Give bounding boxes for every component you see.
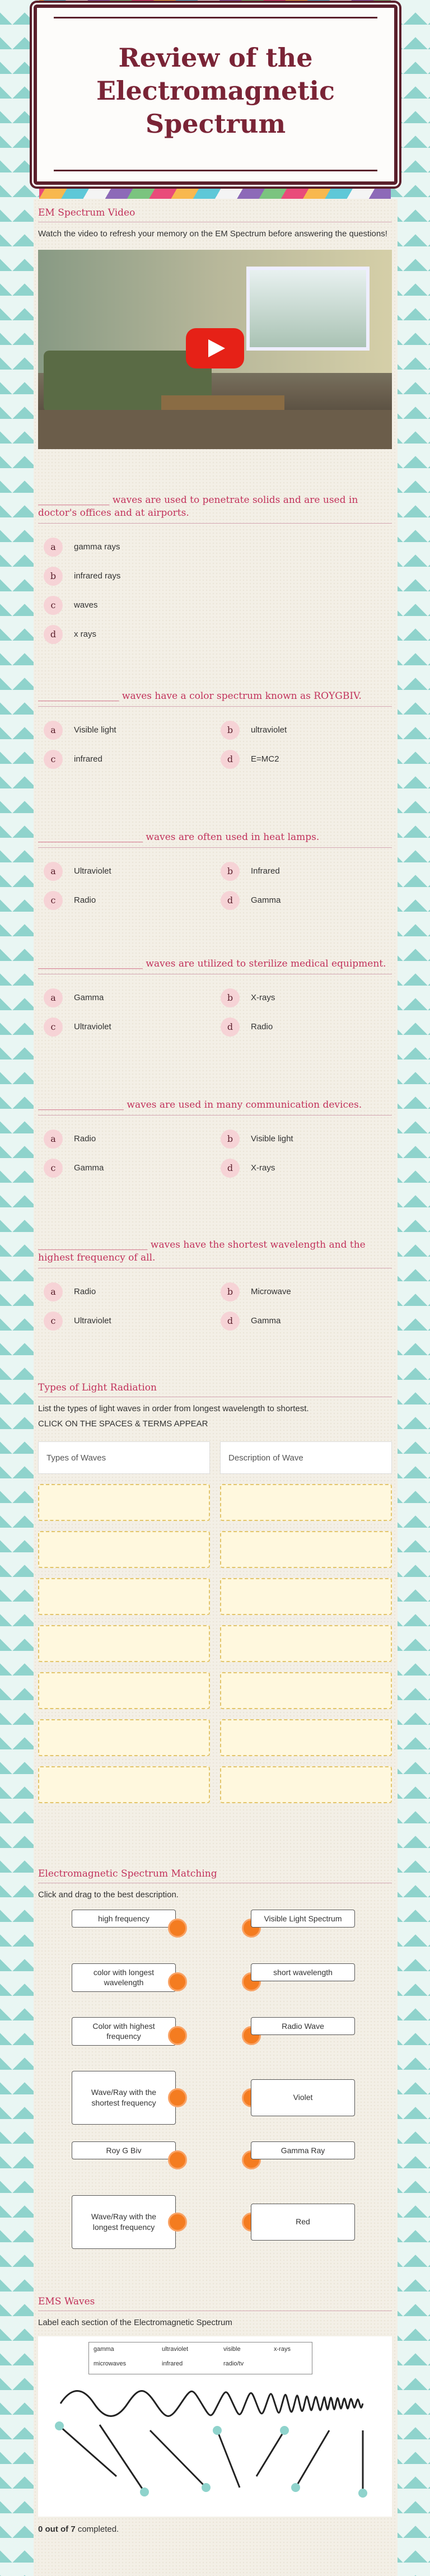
question-prompt: _________________ waves have a color spectrum known as ROYGBIV.: [38, 690, 392, 707]
option-a[interactable]: [38, 1277, 215, 1306]
word-bank-term[interactable]: gamma: [94, 2345, 114, 2353]
question-3: [38, 831, 392, 915]
option-letter: c: [44, 1018, 63, 1037]
description-column: [220, 1441, 392, 1803]
match-row: [38, 1963, 392, 2000]
question-6: [38, 1239, 392, 1336]
completion-count: 0 out of 7: [38, 2524, 76, 2534]
option-text: Infrared: [251, 866, 280, 876]
option-a[interactable]: [38, 857, 215, 886]
wave-drawing: [38, 2336, 392, 2517]
option-a[interactable]: [38, 1124, 215, 1154]
option-text: Visible light: [74, 725, 116, 735]
question-prompt: _______________________ waves have the shortest wavelength and the highest frequency of all.: [38, 1239, 392, 1268]
ems-waves-section: [38, 2296, 392, 2534]
option-letter: c: [44, 596, 63, 615]
option-letter: c: [44, 750, 63, 769]
option-a[interactable]: [38, 716, 215, 745]
match-term[interactable]: color with longest wavelength: [72, 1963, 176, 1992]
option-d[interactable]: [215, 886, 392, 915]
question-2: [38, 690, 392, 774]
option-b[interactable]: [215, 983, 392, 1012]
question-options: [38, 983, 392, 1042]
video-description: Watch the video to refresh your memory on the EM Spectrum before answering the questions!: [38, 229, 387, 239]
option-letter: d: [221, 750, 240, 769]
option-text: Ultraviolet: [74, 866, 111, 876]
option-letter: a: [44, 1282, 63, 1301]
option-text: gamma rays: [74, 542, 120, 552]
match-term[interactable]: Wave/Ray with the shortest frequency: [72, 2071, 176, 2125]
matching-section: [38, 1868, 392, 2266]
option-a[interactable]: [38, 983, 215, 1012]
option-text: Ultraviolet: [74, 1022, 111, 1032]
option-text: X-rays: [251, 993, 275, 1003]
option-b[interactable]: [38, 562, 392, 591]
option-text: Radio: [74, 895, 96, 906]
types-section: [38, 1382, 392, 1803]
types-section-title: Types of Light Radiation: [38, 1382, 392, 1397]
match-row: [38, 1910, 392, 1947]
option-d[interactable]: [38, 620, 392, 649]
option-text: Gamma: [74, 1163, 104, 1173]
option-text: infrared rays: [74, 571, 121, 581]
drop-slot[interactable]: [220, 1484, 392, 1521]
connector-dot[interactable]: [168, 2150, 187, 2169]
question-prompt: ______________________ waves are often used in heat lamps.: [38, 831, 392, 848]
option-d[interactable]: [215, 1306, 392, 1336]
drop-slot[interactable]: [220, 1766, 392, 1803]
video-section-title: EM Spectrum Video: [38, 207, 392, 222]
option-b[interactable]: [215, 716, 392, 745]
option-text: ultraviolet: [251, 725, 287, 735]
word-bank-term[interactable]: microwaves: [94, 2360, 127, 2367]
question-1: [38, 494, 392, 649]
option-letter: b: [221, 721, 240, 740]
option-text: Gamma: [74, 993, 104, 1003]
option-d[interactable]: [215, 1154, 392, 1183]
label-pointers: [59, 2425, 363, 2493]
option-d[interactable]: [215, 1012, 392, 1042]
play-button-icon[interactable]: [186, 328, 244, 368]
option-text: Radio: [74, 1134, 96, 1144]
word-bank-term[interactable]: radio/tv: [223, 2360, 244, 2367]
video-thumbnail-window: [246, 267, 370, 351]
option-text: x rays: [74, 629, 97, 640]
match-term[interactable]: Color with highest frequency: [72, 2017, 176, 2046]
connector-dot[interactable]: [168, 2213, 187, 2232]
match-row: [38, 2195, 392, 2249]
video-section: [38, 207, 392, 449]
option-text: Visible light: [251, 1134, 293, 1144]
question-options: [38, 533, 392, 649]
drop-slot[interactable]: [220, 1531, 392, 1568]
option-c[interactable]: [38, 591, 392, 620]
option-letter: a: [44, 1130, 63, 1149]
match-term[interactable]: high frequency: [72, 1910, 176, 1928]
matching-area: [38, 1910, 392, 2249]
option-letter: c: [44, 1159, 63, 1178]
word-bank-term[interactable]: visible: [223, 2345, 241, 2353]
option-c[interactable]: [38, 1012, 215, 1042]
connector-dot[interactable]: [168, 2026, 187, 2045]
title-rule-top: [54, 17, 377, 18]
connector-dot[interactable]: [168, 1972, 187, 1991]
option-letter: a: [44, 862, 63, 881]
option-letter: a: [44, 538, 63, 557]
option-text: Radio: [74, 1287, 96, 1297]
drop-slot[interactable]: [38, 1672, 210, 1709]
match-definition[interactable]: Red: [251, 2204, 355, 2241]
drop-slot[interactable]: [38, 1766, 210, 1803]
column-header-types: Types of Waves: [38, 1441, 210, 1474]
question-options: [38, 716, 392, 774]
option-a[interactable]: [38, 533, 392, 562]
option-letter: b: [221, 1282, 240, 1301]
option-letter: d: [221, 1159, 240, 1178]
match-definition[interactable]: Gamma Ray: [251, 2141, 355, 2160]
option-c[interactable]: [38, 1306, 215, 1336]
completion-suffix: completed.: [75, 2524, 119, 2534]
option-c[interactable]: [38, 1154, 215, 1183]
question-options: [38, 1124, 392, 1183]
option-letter: c: [44, 1312, 63, 1331]
question-prompt: ______________________ waves are utilized to sterilize medical equipment.: [38, 958, 392, 974]
option-letter: b: [221, 988, 240, 1007]
question-prompt: _______________ waves are used to penetrate solids and are used in doctor's offices and at airports.: [38, 494, 392, 524]
drop-slot[interactable]: [220, 1719, 392, 1756]
option-text: infrared: [74, 754, 102, 764]
option-b[interactable]: [215, 857, 392, 886]
match-definition[interactable]: Violet: [251, 2079, 355, 2116]
column-header-description: Description of Wave: [220, 1441, 392, 1474]
match-definition[interactable]: Visible Light Spectrum: [251, 1910, 355, 1928]
drop-slot[interactable]: [220, 1578, 392, 1615]
types-instruction: CLICK ON THE SPACES & TERMS APPEAR: [38, 1418, 208, 1429]
completion-status: [38, 2524, 392, 2534]
option-text: Gamma: [251, 895, 281, 906]
option-c[interactable]: [38, 745, 215, 774]
matching-description: Click and drag to the best description.: [38, 1890, 179, 1900]
drop-slot[interactable]: [220, 1625, 392, 1662]
title-card: [34, 4, 398, 185]
types-column: [38, 1441, 210, 1803]
drop-slot[interactable]: [38, 1719, 210, 1756]
connector-dot[interactable]: [168, 1919, 187, 1938]
option-text: E=MC2: [251, 754, 279, 764]
option-letter: d: [221, 1312, 240, 1331]
video-thumbnail-floor: [38, 410, 392, 449]
option-text: X-rays: [251, 1163, 275, 1173]
option-text: Microwave: [251, 1287, 291, 1297]
match-definition[interactable]: Radio Wave: [251, 2017, 355, 2036]
word-bank-term[interactable]: x-rays: [274, 2345, 291, 2353]
label-dots: [55, 2421, 367, 2498]
ems-waves-description: Label each section of the Electromagnetic Spectrum: [38, 2318, 232, 2327]
drop-slot[interactable]: [220, 1672, 392, 1709]
types-table: [38, 1441, 392, 1803]
spectrum-diagram: [38, 2336, 392, 2517]
question-5: [38, 1099, 392, 1183]
word-bank-term[interactable]: ultraviolet: [162, 2345, 189, 2353]
matching-section-title: Electromagnetic Spectrum Matching: [38, 1868, 392, 1883]
drop-slot[interactable]: [38, 1625, 210, 1662]
match-row: [38, 2071, 392, 2125]
option-letter: d: [44, 625, 63, 644]
types-description: List the types of light waves in order from longest wavelength to shortest.: [38, 1404, 309, 1413]
match-definition[interactable]: short wavelength: [251, 1963, 355, 1982]
question-4: [38, 958, 392, 1042]
option-letter: b: [44, 567, 63, 586]
word-bank-term[interactable]: infrared: [162, 2360, 183, 2367]
option-b[interactable]: [215, 1277, 392, 1306]
connector-dot[interactable]: [168, 2088, 187, 2107]
option-letter: c: [44, 891, 63, 910]
question-prompt: __________________ waves are used in many communication devices.: [38, 1099, 392, 1116]
match-term[interactable]: Wave/Ray with the longest frequency: [72, 2195, 176, 2249]
ems-waves-title: EMS Waves: [38, 2296, 392, 2311]
option-text: Gamma: [251, 1316, 281, 1326]
title-rule-bottom: [54, 170, 377, 171]
option-c[interactable]: [38, 886, 215, 915]
drop-slot[interactable]: [38, 1484, 210, 1521]
question-options: [38, 857, 392, 915]
video-player[interactable]: [38, 250, 392, 449]
option-d[interactable]: [215, 745, 392, 774]
drop-slot[interactable]: [38, 1578, 210, 1615]
em-wave-path: [60, 2391, 363, 2416]
option-letter: a: [44, 988, 63, 1007]
match-term[interactable]: Roy G Biv: [72, 2141, 176, 2160]
option-b[interactable]: [215, 1124, 392, 1154]
match-row: [38, 2141, 392, 2178]
option-letter: d: [221, 1018, 240, 1037]
option-text: Ultraviolet: [74, 1316, 111, 1326]
page-title: Review of the Electromagnetic Spectrum: [96, 43, 335, 139]
match-row: [38, 2017, 392, 2054]
option-letter: b: [221, 862, 240, 881]
option-text: Radio: [251, 1022, 273, 1032]
option-letter: d: [221, 891, 240, 910]
option-letter: a: [44, 721, 63, 740]
option-letter: b: [221, 1130, 240, 1149]
option-text: waves: [74, 600, 98, 610]
question-options: [38, 1277, 392, 1336]
drop-slot[interactable]: [38, 1531, 210, 1568]
